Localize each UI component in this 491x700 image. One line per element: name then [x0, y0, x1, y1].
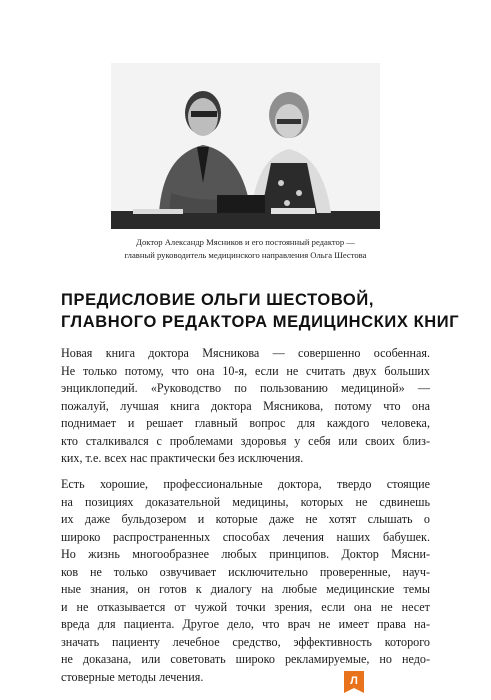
photo-caption [60, 236, 431, 262]
text-line: поднимает и решает главный вопрос для каждого человека, [61, 416, 430, 430]
text-line: стоверные методы лечения. [61, 669, 204, 684]
logo-letter: Л [350, 675, 358, 687]
author-photo [111, 63, 380, 229]
caption-line: главный руководитель медицинского направления Ольга Шестова [124, 250, 367, 260]
text-line: не доказана, или советовать широко рекламируемые, но недо- [61, 652, 430, 666]
text-line: Новая книга доктора Мясникова — совершенно особенная. [61, 346, 430, 360]
paragraph-1 [61, 345, 430, 468]
caption-line: Доктор Александр Мясников и его постоянный редактор — [136, 237, 355, 247]
text-line: широко распространенных способах лечения наших бабушек. [61, 529, 430, 544]
publisher-logo-icon [344, 671, 364, 693]
text-line: и не отказывается от чужой точки зрения, если она не несет [61, 599, 430, 614]
text-line: Есть хорошие, профессиональные доктора, твердо стоящие [61, 477, 430, 491]
text-line: их даже бульдозером и которые даже не хотят слышать о [61, 512, 430, 526]
text-line: Но жизнь многообразнее любых принципов. Доктор Мясни- [61, 547, 430, 561]
text-line: вреда для пациента. Другое дело, что врач не имеет права на- [61, 617, 430, 631]
text-line: ких, т.е. всех нас практически без исключения. [61, 451, 304, 465]
text-line: кто сталкивался с проблемами здоровья у себя или своих близ- [61, 433, 430, 448]
text-line: ные знания, он готов к диалогу на любые медицинские темы [61, 582, 430, 596]
text-line: Не только потому, что она 10-я, если не считать двух больших [61, 363, 430, 378]
text-line: энциклопедий. «Руководство по пользованию медициной» — [61, 381, 430, 395]
text-line: на позициях доказательной медицины, которых не сдвинешь [61, 494, 430, 509]
paragraph-2 [61, 476, 430, 686]
text-line: пожалуй, лучшая книга доктора Мясникова, потому что она [61, 398, 430, 413]
text-line: значать пациенту лечебное средство, эффективность которого [61, 634, 430, 649]
chapter-heading [61, 289, 460, 333]
heading-line: ГЛАВНОГО РЕДАКТОРА МЕДИЦИНСКИХ КНИГ [61, 313, 460, 331]
heading-line: ПРЕДИСЛОВИЕ ОЛЬГИ ШЕСТОВОЙ, [61, 291, 374, 309]
text-line: ков не только озвучивает исключительно проверенные, науч- [61, 564, 430, 579]
